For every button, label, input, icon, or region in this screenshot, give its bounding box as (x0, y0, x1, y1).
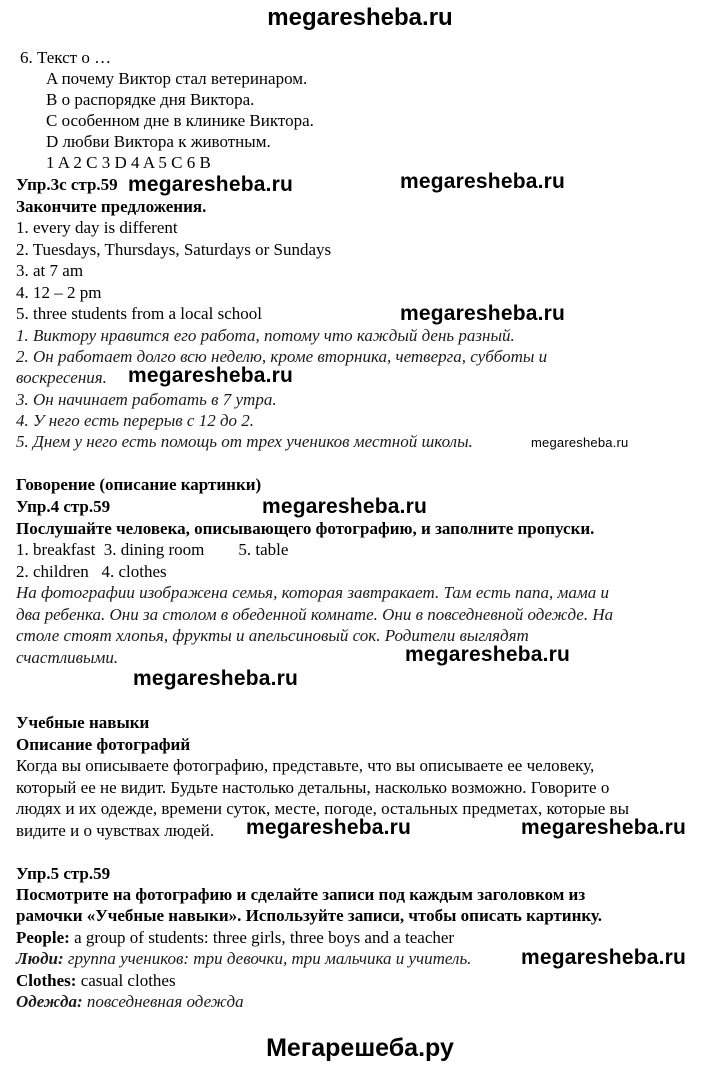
clothes-text: casual clothes (76, 971, 176, 990)
ex4-translation-2: два ребенка. Они за столом в обеденной комнате. Они в повседневной одежде. На (16, 605, 614, 624)
clothes-ru-label: Одежда: (16, 992, 83, 1011)
speaking-title: Говорение (описание картинки) (16, 475, 262, 494)
watermark[interactable]: megaresheba.ru (133, 667, 299, 690)
skills-text-2: который ее не видит. Будьте настолько детальны, насколько возможно. Говорите о (16, 778, 610, 797)
ex6-option-d: D любви Виктора к животным. (46, 132, 271, 151)
people-text: a group of students: three girls, three boys and a teacher (69, 928, 455, 947)
watermark[interactable]: megaresheba.ru (521, 946, 687, 969)
ex5-title: Упр.5 стр.59 (16, 864, 111, 883)
people-ru-label: Люди: (16, 949, 64, 968)
ex6-option-c: C особенном дне в клинике Виктора. (46, 111, 314, 130)
ex5-clothes (16, 970, 176, 991)
ex3c-answer-3: 3. at 7 am (16, 261, 84, 280)
ex3c-answer-1: 1. every day is different (16, 218, 178, 237)
ex3c-translation-3: 3. Он начинает работать в 7 утра. (16, 390, 277, 409)
ex5-clothes-ru (16, 991, 244, 1012)
clothes-label: Clothes: (16, 971, 77, 990)
ex3c-title: Упр.3с стр.59 (16, 175, 118, 194)
ex4-title: Упр.4 стр.59 (16, 497, 111, 516)
ex4-instruction: Послушайте человека, описывающего фотографию, и заполните пропуски. (16, 519, 595, 538)
ex4-answers-row-1: 1. breakfast 3. dining room 5. table (16, 540, 289, 559)
ex4-translation-4: счастливыми. (16, 648, 119, 667)
watermark[interactable]: megaresheba.ru (400, 302, 566, 325)
watermark[interactable]: megaresheba.ru (405, 643, 571, 666)
ex6-title: 6. Текст о … (20, 48, 112, 67)
ex3c-instruction: Закончите предложения. (16, 197, 207, 216)
watermark[interactable]: megaresheba.ru (128, 364, 294, 387)
people-label: People: (16, 928, 70, 947)
ex3c-answer-2: 2. Tuesdays, Thursdays, Saturdays or Sundays (16, 240, 332, 259)
ex5-people-ru (16, 948, 471, 969)
ex6-answer: 1 A 2 C 3 D 4 A 5 C 6 B (46, 153, 211, 172)
people-ru-text: группа учеников: три девочки, три мальчика и учитель. (63, 949, 472, 968)
ex3c-translation-2-cont: воскресения. (16, 368, 107, 387)
ex4-answers-row-2: 2. children 4. clothes (16, 562, 167, 581)
ex3c-translation-2: 2. Он работает долго всю неделю, кроме вторника, четверга, субботы и (16, 347, 548, 366)
ex3c-translation-5: 5. Днем у него есть помощь от трех учеников местной школы. (16, 432, 473, 451)
skills-text-1: Когда вы описываете фотографию, представьте, что вы описываете ее человеку, (16, 756, 595, 775)
ex4-translation-1: На фотографии изображена семья, которая завтракает. Там есть папа, мама и (16, 583, 609, 602)
watermark-small[interactable]: megaresheba.ru (531, 435, 629, 450)
ex3c-answer-5: 5. three students from a local school (16, 304, 262, 323)
skills-text-4: видите и о чувствах людей. (16, 821, 215, 840)
skills-title: Учебные навыки (16, 713, 150, 732)
ex5-people (16, 927, 454, 948)
watermark[interactable]: megaresheba.ru (262, 495, 428, 518)
site-header[interactable]: megaresheba.ru (267, 4, 453, 31)
site-footer[interactable]: Мегарешеба.ру (266, 1034, 454, 1062)
ex3c-answer-4: 4. 12 – 2 pm (16, 283, 102, 302)
ex4-translation-3: столе стоят хлопья, фрукты и апельсиновый сок. Родители выглядят (16, 626, 529, 645)
skills-text-3: людях и их одежде, времени суток, месте, погоде, остальных предметах, которые вы (16, 799, 629, 818)
ex5-instruction-2: рамочки «Учебные навыки». Используйте записи, чтобы описать картинку. (16, 906, 602, 925)
ex5-instruction-1: Посмотрите на фотографию и сделайте записи под каждым заголовком из (16, 885, 586, 904)
ex6-option-b: B о распорядке дня Виктора. (46, 90, 255, 109)
watermark[interactable]: megaresheba.ru (246, 816, 412, 839)
skills-subtitle: Описание фотографий (16, 735, 191, 754)
ex6-option-a: A почему Виктор стал ветеринаром. (46, 69, 308, 88)
watermark[interactable]: megaresheba.ru (521, 816, 687, 839)
ex3c-translation-1: 1. Виктору нравится его работа, потому что каждый день разный. (16, 326, 515, 345)
clothes-ru-text: повседневная одежда (82, 992, 244, 1011)
watermark[interactable]: megaresheba.ru (400, 170, 566, 193)
ex3c-translation-4: 4. У него есть перерыв с 12 до 2. (16, 411, 255, 430)
watermark[interactable]: megaresheba.ru (128, 173, 294, 196)
